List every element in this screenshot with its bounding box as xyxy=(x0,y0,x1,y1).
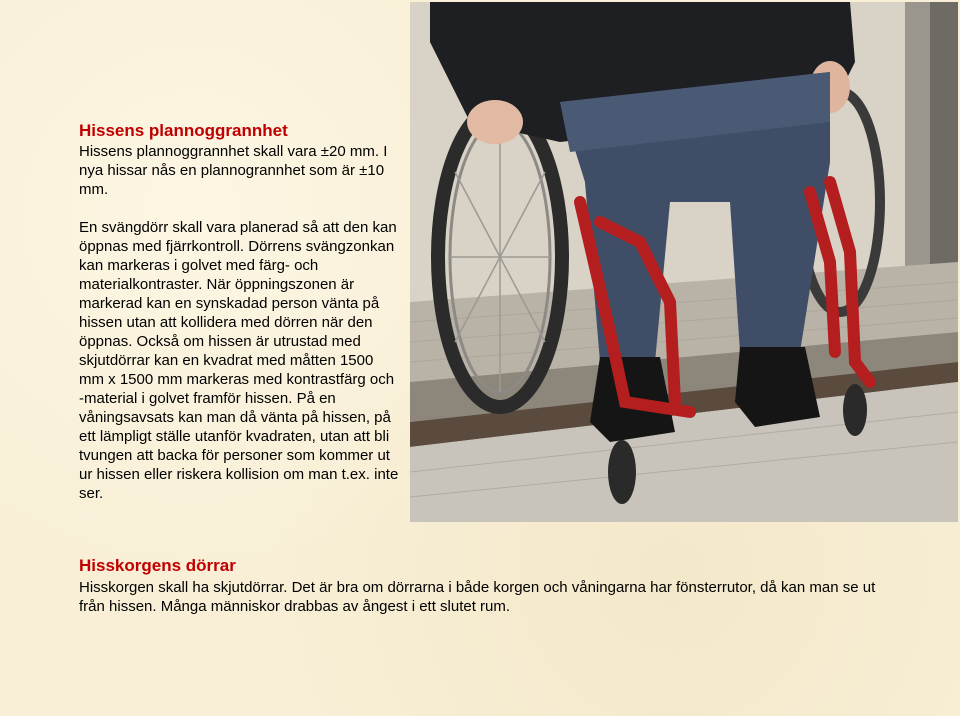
paragraph-svangdorr: En svängdörr skall vara planerad så att den kan öppnas med fjärrkontroll. Dörrens svängzonkan kan markeras i golvet med färg- och materialkontraster. När öppningszonen är markerad kan en synskadad person vänta på hissen utan att kollidera med dörren när den öppnas. Också om hissen är utrustad med skjutdörrar kan en kvadrat med måtten 1500 mm x 1500 mm markeras med kontrastfärg och -material i golvet framför hissen. På en våningsavsats kan man då vänta på hissen, på ett lämpligt ställe utanför kvadraten, utan att bli tvungen att backa för personer som kommer ut ur hissen eller riskera kollision om man t.ex. inte ser. xyxy=(79,219,399,502)
paragraph-plannoggrannhet: Hissens plannoggrannhet skall vara ±20 mm. I nya hissar nås en plannogrannhet som är ±10 mm. xyxy=(79,143,388,198)
paragraph-hisskorgens-dorrar: Hisskorgen skall ha skjutdörrar. Det är bra om dörrarna i både korgen och våningarna har fönsterrutor, då kan man se ut från hissen. Många människor drabbas av ångest i ett slutet rum. xyxy=(79,579,876,615)
wheelchair-elevator-photo xyxy=(410,2,958,522)
section-heading-hisskorgens-dorrar: Hisskorgens dörrar xyxy=(79,556,236,575)
section-heading-plannoggrannhet: Hissens plannoggrannhet xyxy=(79,121,288,140)
